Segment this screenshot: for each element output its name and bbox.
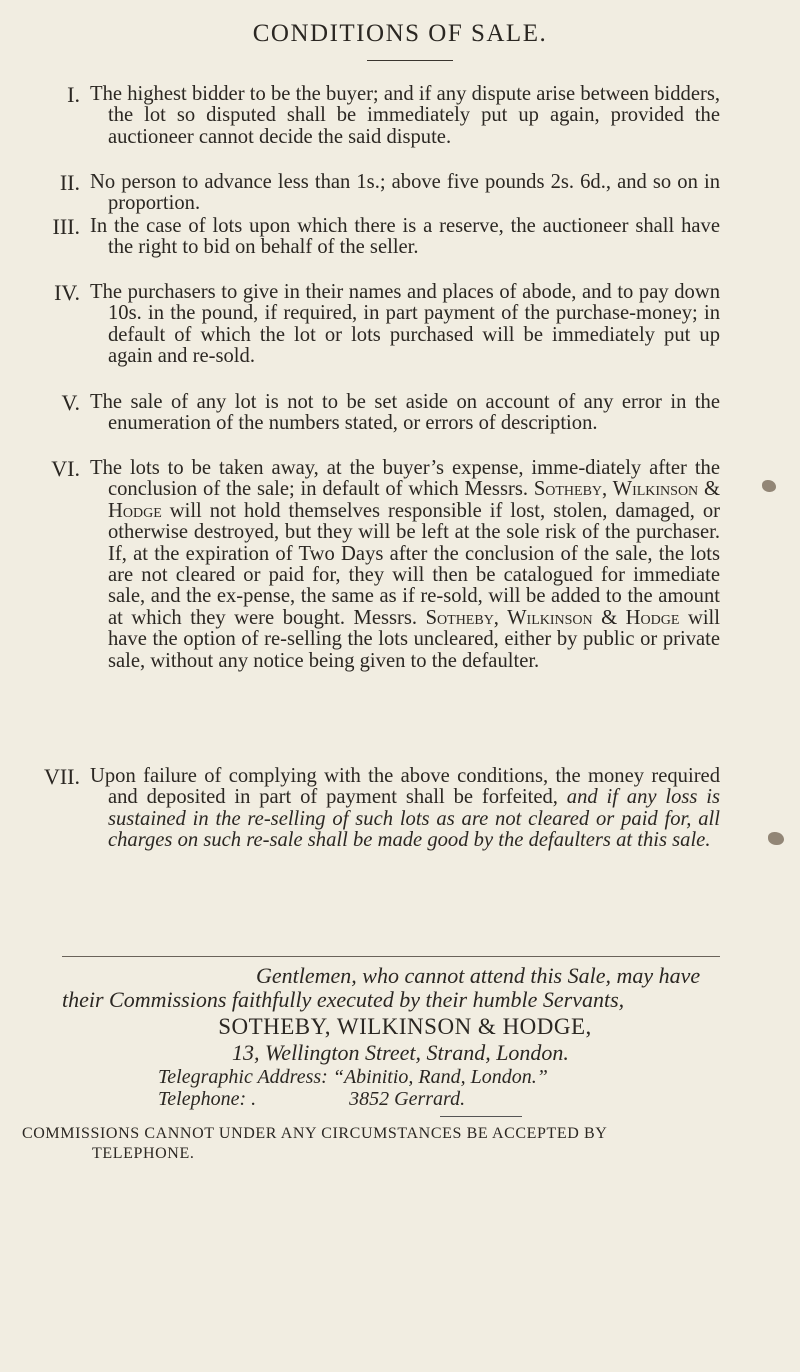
- paper-stain: [762, 480, 776, 492]
- condition-text: [90, 766, 720, 852]
- telegraphic-address: Telegraphic Address: “Abinitio, Rand, London.”: [158, 1066, 548, 1088]
- telephone-label: Telephone: .: [158, 1088, 257, 1110]
- condition-number: IV.: [54, 280, 80, 305]
- condition-text-part: will have the option of re-selling the lots uncleared, either by public or private sale, without any notice being given to the defaulter.: [108, 606, 720, 672]
- condition-7: [30, 766, 720, 852]
- condition-text: [90, 458, 720, 672]
- telephone-notice: [22, 1124, 782, 1164]
- condition-3: [30, 216, 720, 259]
- condition-number: V.: [61, 390, 80, 415]
- condition-5: [30, 392, 720, 435]
- condition-number: VII.: [43, 764, 80, 789]
- condition-2: [30, 172, 720, 215]
- condition-4: [30, 282, 720, 368]
- condition-text-part: The lots to be taken away, at the buyer’s expense, imme-diately after the conclusion of the sale; in default of which Messrs.: [90, 457, 720, 501]
- condition-text: In the case of lots upon which there is a reserve, the auctioneer shall have the right to bid on behalf of the seller.: [90, 215, 720, 259]
- title-underline: [367, 60, 453, 61]
- firm-address: 13, Wellington Street, Strand, London.: [232, 1040, 569, 1065]
- condition-number: I.: [67, 82, 80, 107]
- condition-text-part: will not hold themselves responsible if lost, stolen, damaged, or otherwise destroyed, but they will be left at the sole risk of the purchaser. If, at the expiration of Two Days after the conclusion of the sale, the lots are not cleared or paid for, they will then be catalogued for immediate sale, and the ex-pense, the same as if re-sold, will be added to the amount at which they were bought. Messrs.: [108, 499, 720, 629]
- condition-text: The sale of any lot is not to be set aside on account of any error in the enumeration of the numbers stated, or errors of description.: [90, 391, 720, 435]
- telephone-line: [158, 1088, 465, 1111]
- firm-name: Sotheby, Wilkinson & Hodge: [108, 478, 721, 522]
- firm-name: Sotheby, Wilkinson & Hodge: [425, 606, 680, 629]
- condition-number: II.: [59, 170, 80, 195]
- firm-name-heading: SOTHEBY, WILKINSON & HODGE,: [218, 1014, 592, 1039]
- condition-text-part: Upon failure of complying with the above conditions, the money required and deposited in part of payment shall be forfeited,: [90, 765, 720, 809]
- telephone-number: 3852 Gerrard.: [349, 1088, 466, 1110]
- notice-line-1: COMMISSIONS CANNOT UNDER ANY CIRCUMSTANCES BE ACCEPTED BY: [22, 1125, 608, 1142]
- condition-text: The purchasers to give in their names and places of abode, and to pay down 10s. in the pound, if required, in part payment of the purchase-money; in default of which the lot or lots purchased will be immediately put up again and re-sold.: [90, 281, 720, 368]
- condition-number: VI.: [51, 456, 80, 481]
- commissions-note: Gentlemen, who cannot attend this Sale, may have their Commissions faithfully executed by their humble Servants,: [62, 963, 701, 1012]
- condition-number: III.: [52, 214, 80, 239]
- condition-1: [30, 84, 720, 148]
- paper-stain: [768, 832, 784, 845]
- condition-6: [30, 458, 720, 672]
- condition-text: No person to advance less than 1s.; above five pounds 2s. 6d., and so on in proportion.: [90, 171, 720, 215]
- condition-text: The highest bidder to be the buyer; and if any dispute arise between bidders, the lot so disputed shall be immediately put up again, provided the auctioneer cannot decide the said dispute.: [90, 83, 720, 148]
- notice-line-2: TELEPHONE.: [92, 1145, 195, 1162]
- page-title: CONDITIONS OF SALE.: [252, 20, 548, 47]
- footer-divider: [440, 1116, 522, 1117]
- condition-text-italic: and if any loss is sustained in the re-selling of such lots as are not cleared or paid for, all charges on such re-sale shall be made good by the defaulters at this sale.: [108, 786, 720, 852]
- section-divider: [62, 956, 720, 957]
